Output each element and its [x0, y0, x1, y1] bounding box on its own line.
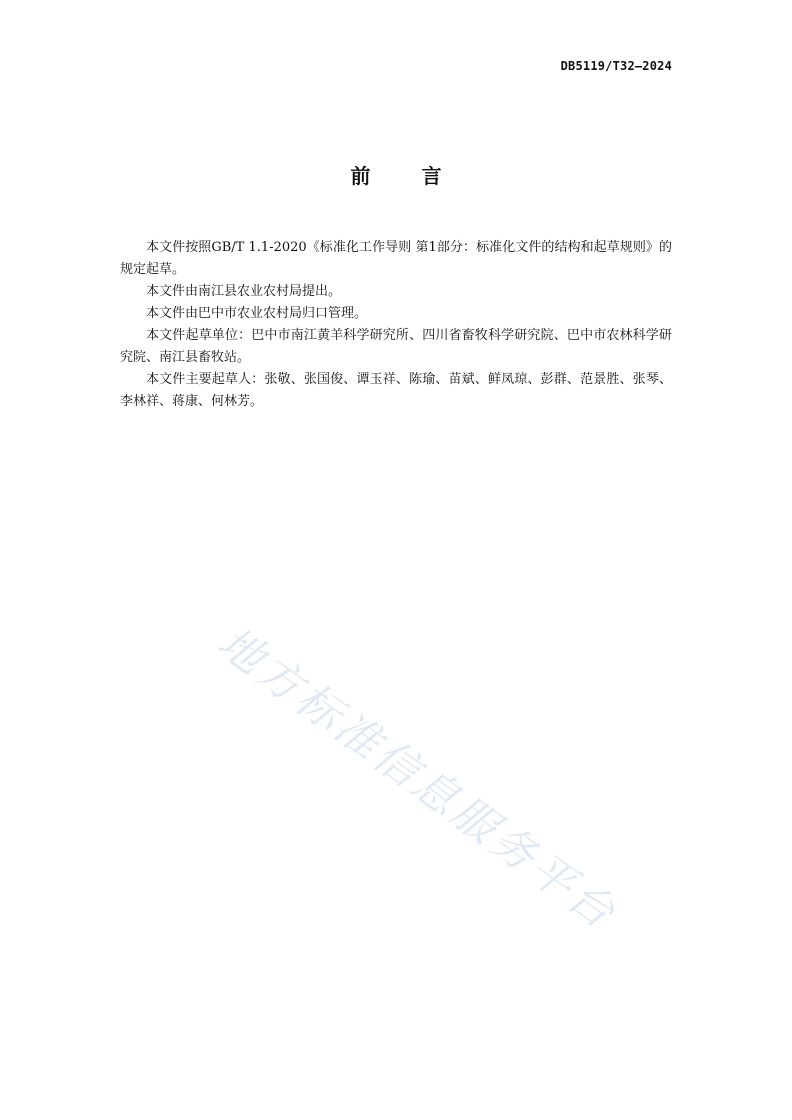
paragraph-proposer: 本文件由南江县农业农村局提出。: [146, 284, 342, 299]
paragraph-drafting-basis: 本文件按照GB/T 1.1-2020《标准化工作导则 第1部分：标准化文件的结构和起草规则》的规定起草。: [120, 240, 672, 277]
paragraph-drafting-units: 本文件起草单位：巴中市南江黄羊科学研究所、四川省畜牧科学研究院、巴中市农林科学研究院、南江县畜牧站。: [120, 328, 672, 365]
standard-code: DB5119/T32—2024: [560, 59, 672, 73]
paragraph-drafters: 本文件主要起草人：张敬、张国俊、谭玉祥、陈瑜、苗斌、鲜凤琼、彭群、范景胜、张琴、李林祥、蒋康、何林芳。: [120, 372, 672, 409]
foreword-body: [120, 237, 672, 413]
paragraph-administrator: 本文件由巴中市农业农村局归口管理。: [146, 306, 368, 321]
page-title: 前 言: [350, 164, 464, 188]
watermark: 地方标准信息服务平台: [208, 616, 627, 941]
